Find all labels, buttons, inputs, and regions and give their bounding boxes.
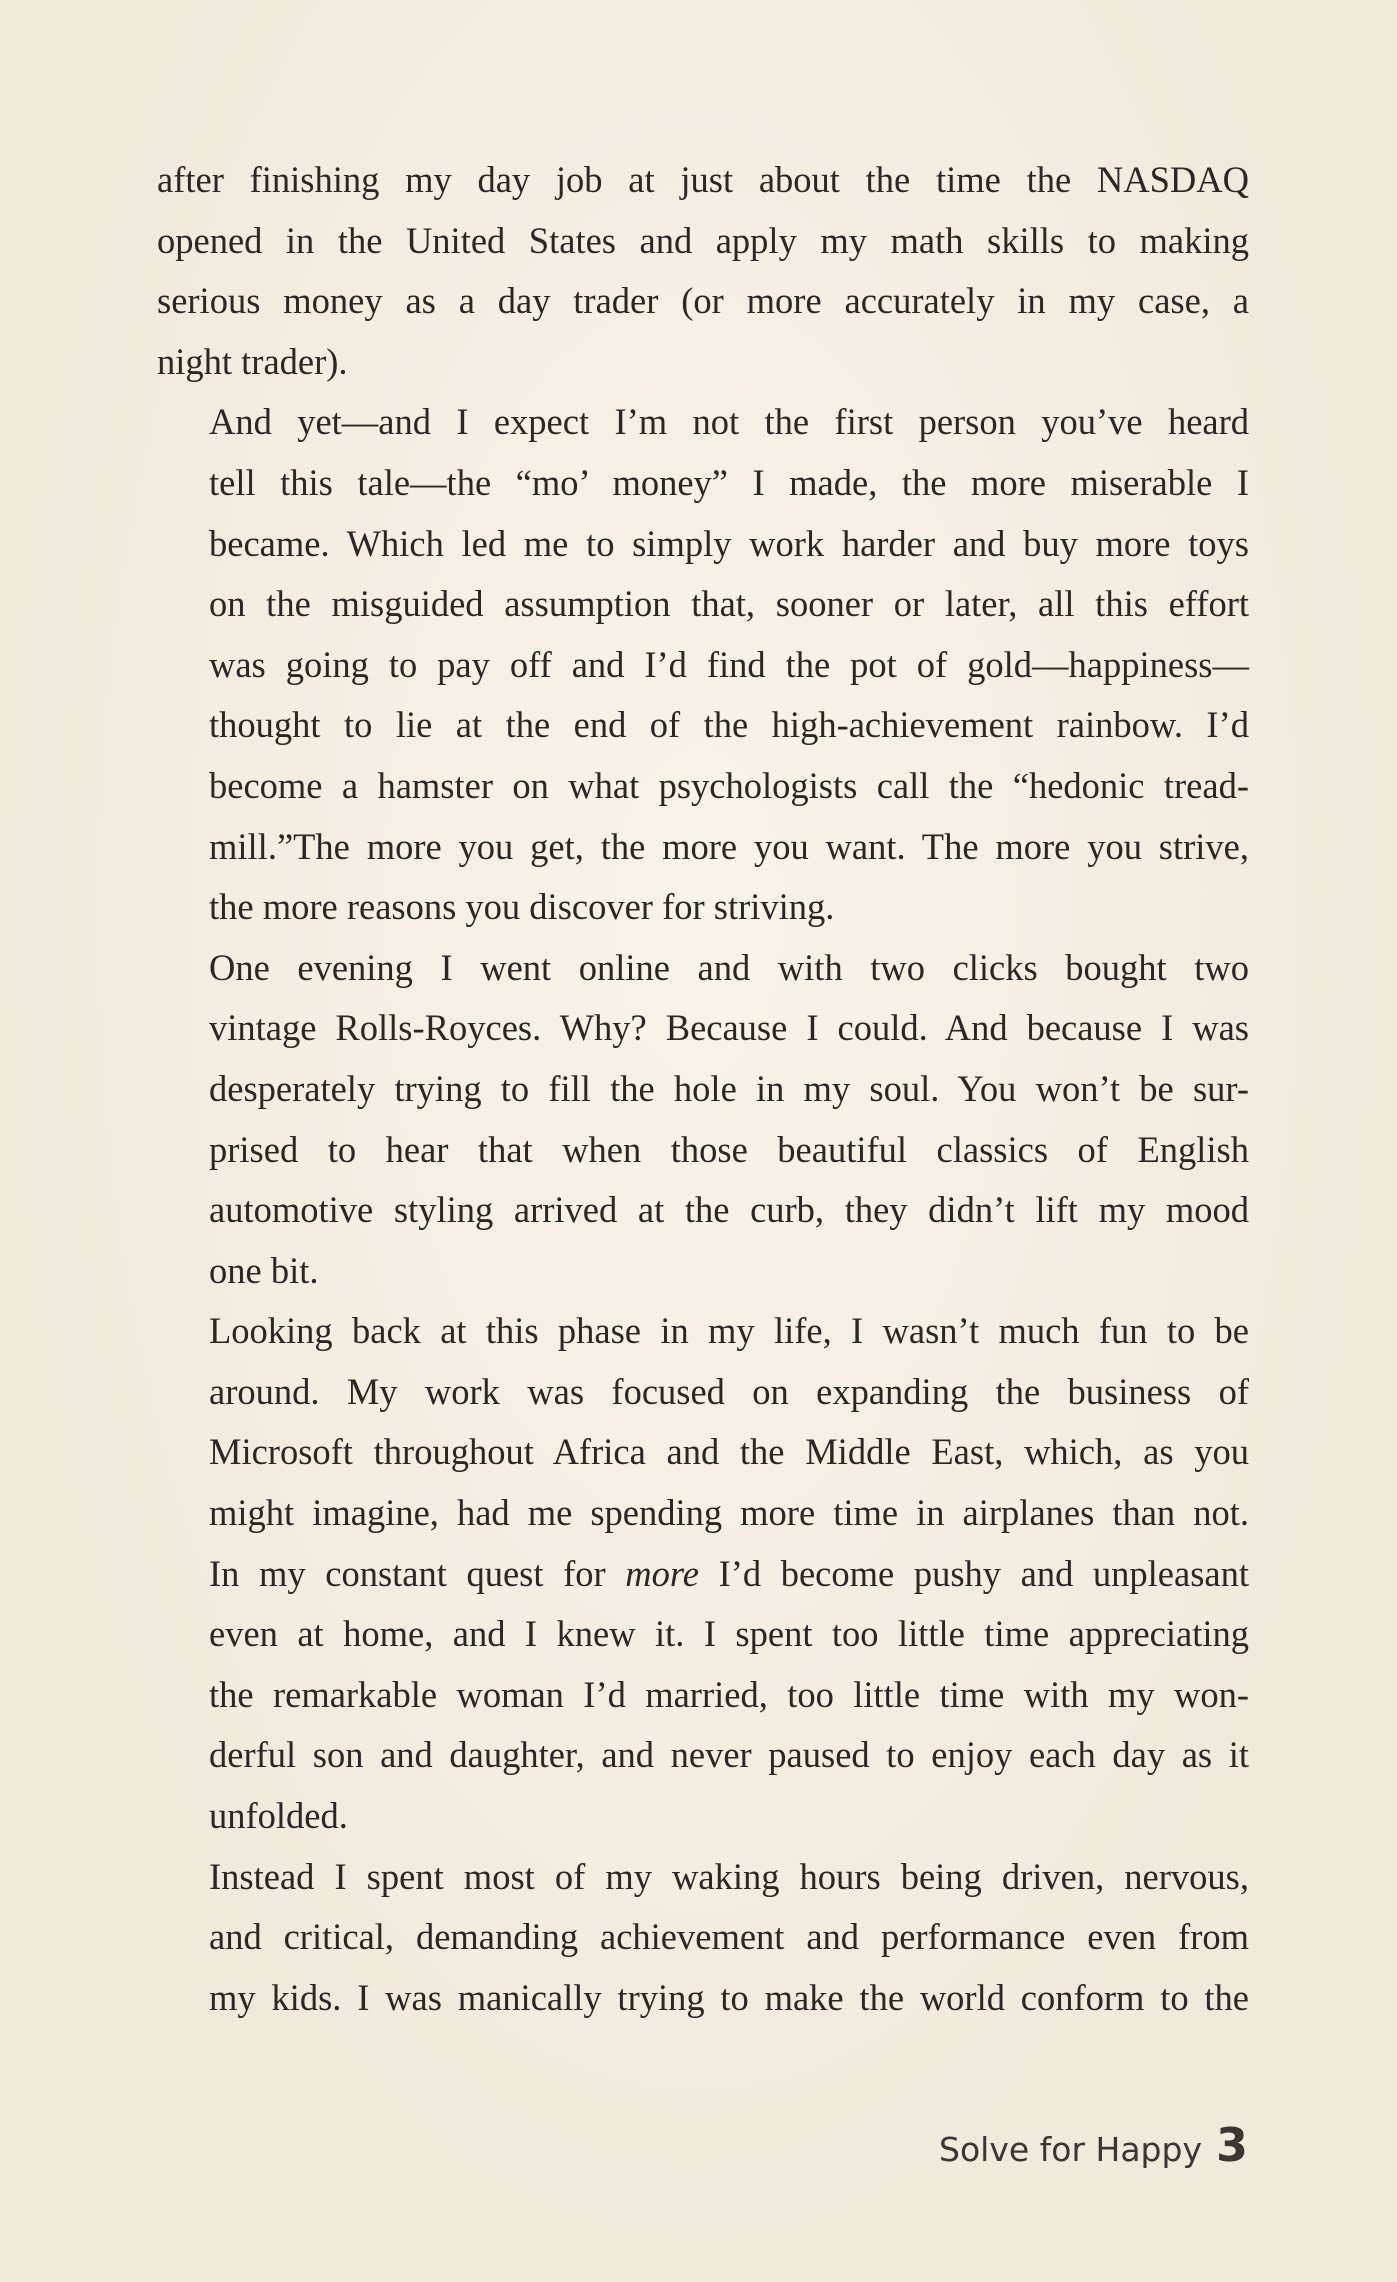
- text-line: Instead I spent most of my waking hours being driven, nervous,: [209, 1855, 1249, 1897]
- text-line: one bit.: [209, 1249, 319, 1291]
- text-line: vintage Rolls-Royces. Why? Because I could. And because I was: [209, 1007, 1249, 1049]
- page-number: 3: [1215, 2118, 1248, 2172]
- text-line-with-emphasis: [157, 1544, 1249, 1605]
- running-head: Solve for Happy: [939, 2130, 1202, 2169]
- text-line: and critical, demanding achievement and performance even from: [209, 1916, 1249, 1958]
- text-line: around. My work was focused on expanding the business of: [209, 1370, 1249, 1412]
- text-line: One evening I went online and with two clicks bought two: [209, 946, 1249, 988]
- text-line: become a hamster on what psychologists call the “hedonic tread-: [209, 764, 1249, 806]
- text-line: my kids. I was manically trying to make the world conform to the: [209, 1976, 1249, 2018]
- emphasized-word: more: [625, 1552, 699, 1594]
- text-line: Microsoft throughout Africa and the Middle East, which, as you: [209, 1431, 1249, 1473]
- text-line: on the misguided assumption that, sooner or later, all this effort: [209, 583, 1249, 625]
- paragraph-5: [157, 1847, 1249, 2029]
- text-line: prised to hear that when those beautiful classics of English: [209, 1128, 1249, 1170]
- text-segment: In my constant quest for: [209, 1552, 606, 1594]
- text-line: might imagine, had me spending more time in airplanes than not.: [209, 1492, 1249, 1534]
- text-line: after finishing my day job at just about the time the NASDAQ: [157, 159, 1249, 200]
- text-line: Looking back at this phase in my life, I wasn’t much fun to be: [209, 1310, 1249, 1352]
- text-line: was going to pay off and I’d find the pot of gold—happiness—: [209, 643, 1249, 685]
- text-segment: I’d become pushy and unpleasant: [698, 1552, 1250, 1594]
- text-line: became. Which led me to simply work harder and buy more toys: [209, 522, 1249, 564]
- paragraph-2: [157, 392, 1249, 937]
- text-line: the more reasons you discover for striving.: [209, 886, 835, 928]
- page-footer: [939, 2118, 1248, 2172]
- text-line: mill.”The more you get, the more you want. The more you strive,: [209, 825, 1249, 867]
- text-line: tell this tale—the “mo’ money” I made, the more miserable I: [209, 461, 1249, 503]
- text-line: serious money as a day trader (or more accurately in my case, a: [157, 280, 1249, 322]
- text-line: the remarkable woman I’d married, too little time with my won-: [209, 1673, 1249, 1715]
- text-line: derful son and daughter, and never paused to enjoy each day as it: [209, 1734, 1249, 1776]
- paragraph-4: [157, 1301, 1249, 1846]
- text-line: unfolded.: [209, 1795, 348, 1837]
- body-text: [157, 150, 1249, 2028]
- text-line: And yet—and I expect I’m not the first person you’ve heard: [209, 401, 1249, 443]
- text-line: desperately trying to fill the hole in my soul. You won’t be sur-: [209, 1067, 1249, 1109]
- text-line: even at home, and I knew it. I spent too little time appreciating: [209, 1613, 1249, 1655]
- paragraph-3: [157, 938, 1249, 1302]
- text-line: night trader).: [157, 340, 348, 382]
- paragraph-1: [157, 150, 1249, 392]
- text-line: automotive styling arrived at the curb, they didn’t lift my mood: [209, 1189, 1249, 1231]
- text-line: opened in the United States and apply my math skills to making: [157, 219, 1249, 261]
- text-line: thought to lie at the end of the high-achievement rainbow. I’d: [209, 704, 1249, 746]
